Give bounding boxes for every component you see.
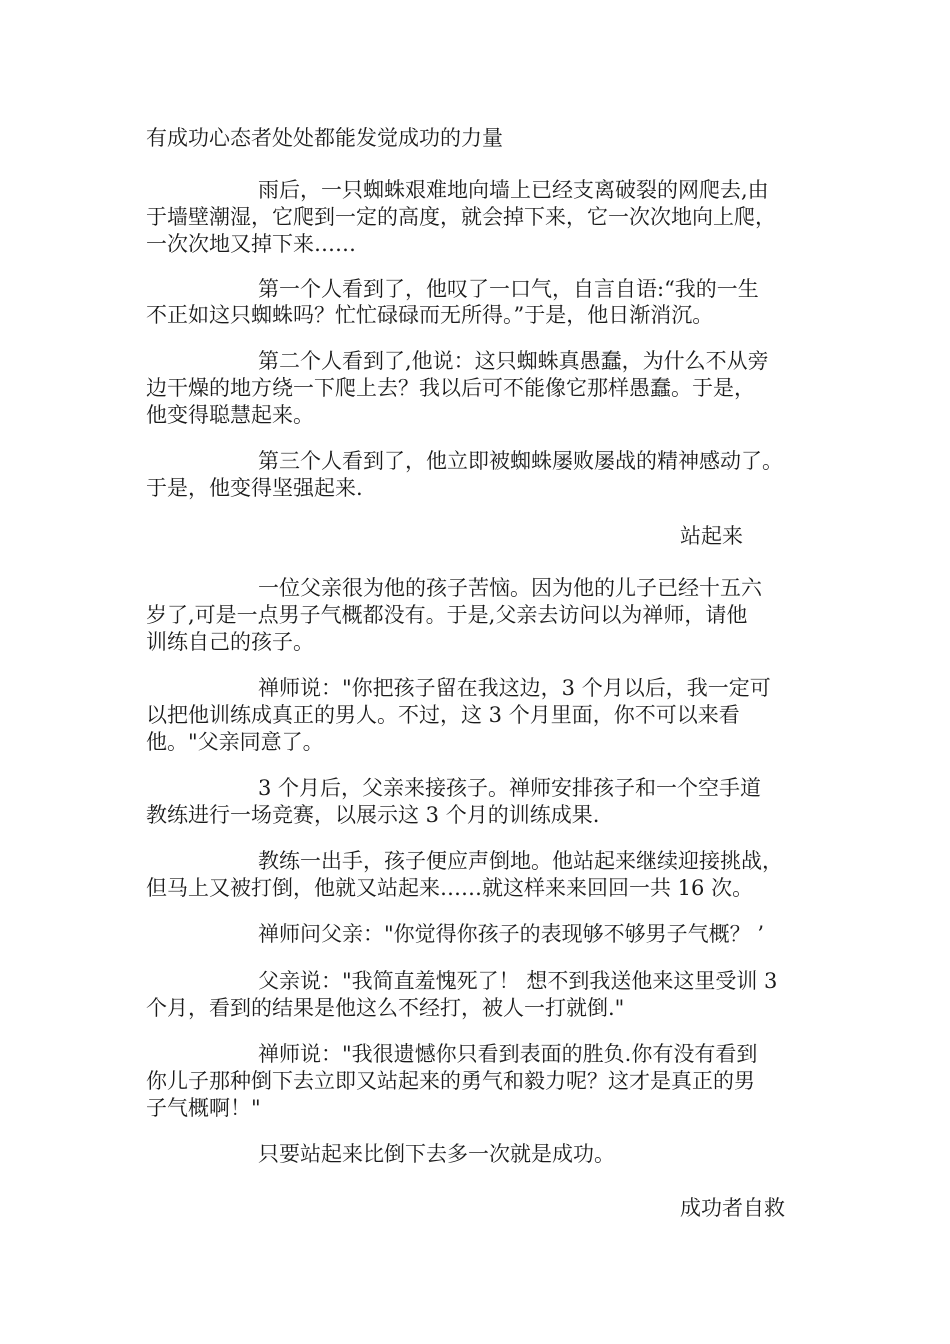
section-heading: 成功者自救 — [680, 1196, 785, 1220]
paragraph-line: 第三个人看到了，他立即被蜘蛛屡败屡战的精神感动了。 — [258, 449, 783, 473]
paragraph-line: 子气概啊！" — [146, 1096, 261, 1120]
paragraph-line: 但马上又被打倒，他就又站起来……就这样来来回回一共 16 次。 — [146, 876, 754, 900]
section-heading: 站起来 — [680, 524, 743, 548]
paragraph-line: 雨后，一只蜘蛛艰难地向墙上已经支离破裂的网爬去,由 — [258, 178, 769, 202]
paragraph-line: 以把他训练成真正的男人。不过，这 3 个月里面，你不可以来看 — [146, 703, 740, 727]
paragraph-line: 个月，看到的结果是他这么不经打，被人一打就倒." — [146, 996, 625, 1020]
paragraph-line: 你儿子那种倒下去立即又站起来的勇气和毅力呢？这才是真正的男 — [146, 1069, 755, 1093]
paragraph-line: 他变得聪慧起来。 — [146, 403, 314, 427]
paragraph-line: 一位父亲很为他的孩子苦恼。因为他的儿子已经十五六 — [258, 576, 762, 600]
paragraph-line: 于墙壁潮湿，它爬到一定的高度，就会掉下来，它一次次地向上爬， — [146, 205, 776, 229]
paragraph-line: 岁了,可是一点男子气概都没有。于是,父亲去访问以为禅师，请他 — [146, 603, 748, 627]
paragraph-line: 禅师说："你把孩子留在我这边，3 个月以后，我一定可 — [258, 676, 771, 700]
paragraph-line: 禅师说："我很遗憾你只看到表面的胜负.你有没有看到 — [258, 1042, 758, 1066]
paragraph-line: 一次次地又掉下来…… — [146, 232, 356, 256]
paragraph-line: 于是，他变得坚强起来. — [146, 476, 363, 500]
paragraph-line: 3 个月后，父亲来接孩子。禅师安排孩子和一个空手道 — [258, 776, 762, 800]
paragraph-line: 边干燥的地方绕一下爬上去？我以后可不能像它那样愚蠢。于是， — [146, 376, 755, 400]
paragraph-line: 禅师问父亲："你觉得你孩子的表现够不够男子气概？ ’ — [258, 922, 765, 946]
paragraph-line: 只要站起来比倒下去多一次就是成功。 — [258, 1142, 615, 1166]
paragraph-line: 第一个人看到了，他叹了一口气，自言自语:“我的一生 — [258, 277, 759, 301]
paragraph-line: 第二个人看到了,他说：这只蜘蛛真愚蠢，为什么不从旁 — [258, 349, 769, 373]
document-title: 有成功心态者处处都能发觉成功的力量 — [146, 126, 503, 150]
paragraph-line: 父亲说："我简直羞愧死了！ 想不到我送他来这里受训 3 — [258, 969, 778, 993]
paragraph-line: 他。"父亲同意了。 — [146, 730, 324, 754]
paragraph-line: 教练进行一场竞赛，以展示这 3 个月的训练成果. — [146, 803, 600, 827]
paragraph-line: 教练一出手，孩子便应声倒地。他站起来继续迎接挑战， — [258, 849, 783, 873]
paragraph-line: 不正如这只蜘蛛吗？忙忙碌碌而无所得。”于是，他日渐消沉。 — [146, 303, 714, 327]
paragraph-line: 训练自己的孩子。 — [146, 630, 314, 654]
